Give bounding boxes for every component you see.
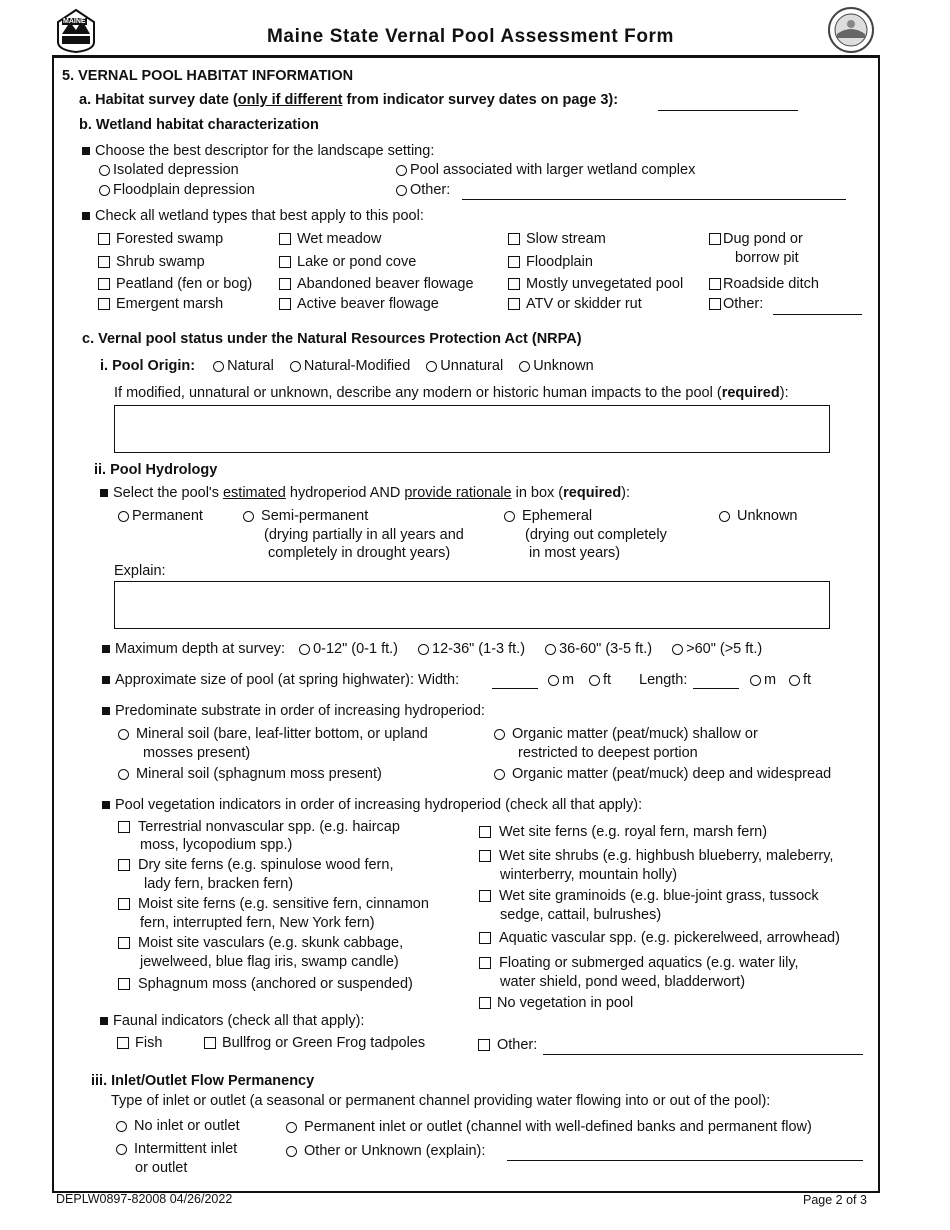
checkbox[interactable] xyxy=(478,1039,490,1051)
checkbox[interactable] xyxy=(117,1037,129,1049)
radio-icon[interactable] xyxy=(213,361,224,372)
landscape-other-input[interactable] xyxy=(462,199,846,200)
checkbox[interactable] xyxy=(98,298,110,310)
checkbox[interactable] xyxy=(479,957,491,969)
inlet-none[interactable]: No inlet or outlet xyxy=(116,1118,240,1134)
checkbox[interactable] xyxy=(508,298,520,310)
substrate-prompt: Predominate substrate in order of increasing hydroperiod: xyxy=(102,703,485,719)
depth-12-36[interactable]: 12-36" (1-3 ft.) xyxy=(418,641,525,657)
veg-dry-site-ferns-line2: lady fern, bracken fern) xyxy=(144,876,294,892)
pool-origin-label: i. Pool Origin: xyxy=(100,358,196,374)
substrate-mineral-sphagnum[interactable]: Mineral soil (sphagnum moss present) xyxy=(118,766,382,782)
inlet-other-input[interactable] xyxy=(507,1160,863,1161)
checkbox[interactable] xyxy=(118,898,130,910)
depth-0-12[interactable]: 0-12" (0-1 ft.) xyxy=(299,641,398,657)
hydro-semi-desc-2: completely in drought years) xyxy=(268,545,451,561)
checkbox[interactable] xyxy=(709,233,721,245)
veg-dry-site-ferns[interactable]: Dry site ferns (e.g. spinulose wood fern, xyxy=(118,857,393,873)
human-impacts-prompt: If modified, unnatural or unknown, describe any modern or historic human impacts to the pool (required): xyxy=(114,385,789,401)
veg-aquatic-vascular[interactable]: Aquatic vascular spp. (e.g. pickerelweed, arrowhead) xyxy=(479,930,840,946)
wetland-emergent-marsh[interactable]: Emergent marsh xyxy=(98,296,223,312)
wetland-wet-meadow[interactable]: Wet meadow xyxy=(279,231,381,247)
checkbox[interactable] xyxy=(709,298,721,310)
substrate-organic-deep[interactable]: Organic matter (peat/muck) deep and widespread xyxy=(494,766,831,782)
radio-icon[interactable] xyxy=(118,729,129,740)
wetland-atv-rut[interactable]: ATV or skidder rut xyxy=(508,296,642,312)
bullet-icon xyxy=(82,212,90,220)
hydro-unknown[interactable]: Unknown xyxy=(719,508,797,524)
wetland-forested-swamp[interactable]: Forested swamp xyxy=(98,231,223,247)
checkbox[interactable] xyxy=(279,298,291,310)
radio-icon[interactable] xyxy=(589,675,600,686)
human-impacts-textbox[interactable] xyxy=(114,405,830,453)
radio-icon[interactable] xyxy=(290,361,301,372)
hydro-semi-desc-1: (drying partially in all years and xyxy=(264,527,464,543)
checkbox[interactable] xyxy=(279,233,291,245)
bullet-icon xyxy=(102,801,110,809)
length-label: Length: xyxy=(639,672,688,688)
radio-icon[interactable] xyxy=(750,675,761,686)
length-unit-m[interactable]: m xyxy=(750,672,776,688)
veg-wet-site-ferns[interactable]: Wet site ferns (e.g. royal fern, marsh fern) xyxy=(479,824,767,840)
veg-moist-site-ferns-line2: fern, interrupted fern, New York fern) xyxy=(140,915,375,931)
width-unit-ft[interactable]: ft xyxy=(589,672,611,688)
radio-icon[interactable] xyxy=(396,165,407,176)
pool-origin-row xyxy=(100,358,594,374)
veg-wet-site-graminoids-line2: sedge, cattail, bulrushes) xyxy=(500,907,662,923)
maine-logo-text: MAINE xyxy=(63,18,86,25)
wetland-other-input[interactable] xyxy=(773,314,862,315)
veg-no-vegetation[interactable]: No vegetation in pool xyxy=(479,995,633,1011)
checkbox[interactable] xyxy=(508,256,520,268)
hydro-ephemeral[interactable]: Ephemeral xyxy=(504,508,592,524)
wetland-slow-stream[interactable]: Slow stream xyxy=(508,231,606,247)
inlet-outlet-prompt: Type of inlet or outlet (a seasonal or permanent channel providing water flowing into or out of the pool): xyxy=(111,1093,771,1109)
checkbox[interactable] xyxy=(118,937,130,949)
origin-unnatural[interactable]: Unnatural xyxy=(426,358,503,374)
checkbox[interactable] xyxy=(98,256,110,268)
radio-icon[interactable] xyxy=(99,185,110,196)
landscape-option-other[interactable]: Other: xyxy=(396,182,450,198)
checkbox[interactable] xyxy=(479,932,491,944)
hydrology-heading: ii. Pool Hydrology xyxy=(94,462,218,478)
radio-icon[interactable] xyxy=(299,644,310,655)
faunal-prompt: Faunal indicators (check all that apply): xyxy=(100,1013,364,1029)
veg-floating-submerged-line2: water shield, pond weed, bladderwort) xyxy=(500,974,746,990)
length-unit-ft[interactable]: ft xyxy=(789,672,811,688)
faunal-other-input[interactable] xyxy=(543,1054,863,1055)
page-number: Page 2 of 3 xyxy=(803,1193,867,1207)
landscape-prompt: Choose the best descriptor for the landscape setting: xyxy=(82,143,434,159)
nrpa-heading: c. Vernal pool status under the Natural Resources Protection Act (NRPA) xyxy=(82,331,582,347)
radio-icon[interactable] xyxy=(243,511,254,522)
landscape-option-wetland-complex[interactable]: Pool associated with larger wetland complex xyxy=(396,162,695,178)
faunal-tadpoles[interactable]: Bullfrog or Green Frog tadpoles xyxy=(204,1035,425,1051)
wetland-dug-pond-line2: borrow pit xyxy=(735,250,799,266)
substrate-organic-shallow-line2: restricted to deepest portion xyxy=(518,745,698,761)
inlet-permanent[interactable]: Permanent inlet or outlet (channel with well-defined banks and permanent flow) xyxy=(286,1119,812,1135)
veg-terrestrial-nonvascular-line2: moss, lycopodium spp.) xyxy=(140,837,293,853)
hydro-eph-desc-1: (drying out completely xyxy=(525,527,667,543)
vegetation-prompt: Pool vegetation indicators in order of increasing hydroperiod (check all that apply): xyxy=(102,797,642,813)
bullet-icon xyxy=(82,147,90,155)
radio-icon[interactable] xyxy=(116,1144,127,1155)
substrate-mineral-bare[interactable]: Mineral soil (bare, leaf-litter bottom, or upland xyxy=(118,726,428,742)
veg-wet-site-graminoids[interactable]: Wet site graminoids (e.g. blue-joint grass, tussock xyxy=(479,888,819,904)
bullet-icon xyxy=(100,1017,108,1025)
veg-sphagnum-moss[interactable]: Sphagnum moss (anchored or suspended) xyxy=(118,976,413,992)
habitat-survey-date-input[interactable] xyxy=(658,110,798,111)
depth-over-60[interactable]: >60" (>5 ft.) xyxy=(672,641,762,657)
radio-icon[interactable] xyxy=(99,165,110,176)
radio-icon[interactable] xyxy=(672,644,683,655)
substrate-organic-shallow[interactable]: Organic matter (peat/muck) shallow or xyxy=(494,726,758,742)
checkbox[interactable] xyxy=(279,256,291,268)
radio-icon[interactable] xyxy=(396,185,407,196)
wetland-dug-pond[interactable]: Dug pond or xyxy=(709,231,803,247)
habitat-survey-date-label: a. Habitat survey date (only if different from indicator survey dates on page 3): xyxy=(79,92,619,108)
radio-icon[interactable] xyxy=(504,511,515,522)
wetland-active-beaver[interactable]: Active beaver flowage xyxy=(279,296,439,312)
dep-seal-logo xyxy=(827,6,875,54)
radio-icon[interactable] xyxy=(789,675,800,686)
wetland-characterization-heading: b. Wetland habitat characterization xyxy=(79,117,319,133)
landscape-option-isolated[interactable]: Isolated depression xyxy=(99,162,239,178)
checkbox[interactable] xyxy=(98,278,110,290)
size-label: Approximate size of pool (at spring highwater): Width: xyxy=(102,672,459,688)
substrate-mineral-bare-line2: mosses present) xyxy=(143,745,251,761)
wetland-other[interactable]: Other: xyxy=(709,296,763,312)
radio-icon[interactable] xyxy=(545,644,556,655)
wetland-abandoned-beaver[interactable]: Abandoned beaver flowage xyxy=(279,276,474,292)
radio-icon[interactable] xyxy=(418,644,429,655)
checkbox[interactable] xyxy=(118,859,130,871)
section-heading: 5. VERNAL POOL HABITAT INFORMATION xyxy=(62,68,354,84)
origin-unknown[interactable]: Unknown xyxy=(519,358,593,374)
hydroperiod-prompt: Select the pool's estimated hydroperiod AND provide rationale in box (required): xyxy=(100,485,630,501)
wetland-types-prompt: Check all wetland types that best apply to this pool: xyxy=(82,208,424,224)
landscape-option-floodplain[interactable]: Floodplain depression xyxy=(99,182,255,198)
bullet-icon xyxy=(102,707,110,715)
origin-natural[interactable]: Natural xyxy=(213,358,274,374)
depth-36-60[interactable]: 36-60" (3-5 ft.) xyxy=(545,641,652,657)
radio-icon[interactable] xyxy=(118,769,129,780)
radio-icon[interactable] xyxy=(519,361,530,372)
checkbox[interactable] xyxy=(479,997,491,1009)
faunal-fish[interactable]: Fish xyxy=(117,1035,162,1051)
inlet-intermittent-line2: or outlet xyxy=(135,1160,188,1176)
veg-moist-site-vasculars[interactable]: Moist site vasculars (e.g. skunk cabbage, xyxy=(118,935,403,951)
bullet-icon xyxy=(100,489,108,497)
faunal-other[interactable]: Other: xyxy=(478,1037,537,1053)
checkbox[interactable] xyxy=(479,850,491,862)
veg-moist-site-vasculars-line2: jewelweed, blue flag iris, swamp candle) xyxy=(140,954,399,970)
wetland-unvegetated-pool[interactable]: Mostly unvegetated pool xyxy=(508,276,683,292)
radio-icon[interactable] xyxy=(548,675,559,686)
checkbox[interactable] xyxy=(508,278,520,290)
radio-icon[interactable] xyxy=(426,361,437,372)
inlet-intermittent[interactable]: Intermittent inlet xyxy=(116,1141,237,1157)
hydro-eph-desc-2: in most years) xyxy=(529,545,621,561)
wetland-roadside-ditch[interactable]: Roadside ditch xyxy=(709,276,819,292)
origin-natural-modified[interactable]: Natural-Modified xyxy=(290,358,410,374)
veg-moist-site-ferns[interactable]: Moist site ferns (e.g. sensitive fern, cinnamon xyxy=(118,896,429,912)
checkbox[interactable] xyxy=(479,890,491,902)
veg-wet-site-shrubs[interactable]: Wet site shrubs (e.g. highbush blueberry, maleberry, xyxy=(479,848,833,864)
wetland-floodplain[interactable]: Floodplain xyxy=(508,254,593,270)
hydro-permanent[interactable]: Permanent xyxy=(118,508,203,524)
veg-terrestrial-nonvascular[interactable]: Terrestrial nonvascular spp. (e.g. haircap xyxy=(118,819,400,835)
inlet-outlet-heading: iii. Inlet/Outlet Flow Permanency xyxy=(91,1073,315,1089)
radio-icon[interactable] xyxy=(494,769,505,780)
veg-wet-site-shrubs-line2: winterberry, mountain holly) xyxy=(500,867,678,883)
length-input[interactable] xyxy=(693,688,739,689)
checkbox[interactable] xyxy=(479,826,491,838)
checkbox[interactable] xyxy=(279,278,291,290)
width-unit-m[interactable]: m xyxy=(548,672,574,688)
wetland-peatland[interactable]: Peatland (fen or bog) xyxy=(98,276,252,292)
checkbox[interactable] xyxy=(709,278,721,290)
checkbox[interactable] xyxy=(118,978,130,990)
explain-textbox[interactable] xyxy=(114,581,830,629)
radio-icon[interactable] xyxy=(494,729,505,740)
page-title: Maine State Vernal Pool Assessment Form xyxy=(267,26,675,47)
checkbox[interactable] xyxy=(118,821,130,833)
radio-icon[interactable] xyxy=(116,1121,127,1132)
explain-label: Explain: xyxy=(114,563,166,579)
bullet-icon xyxy=(102,645,110,653)
depth-row: Maximum depth at survey: 0-12" (0-1 ft.) 12-36" (1-3 ft.) 36-60" (3-5 ft.) >60" (>5 ft.) xyxy=(102,641,762,657)
bullet-icon xyxy=(102,676,110,684)
maine-seal-logo xyxy=(54,8,98,54)
checkbox[interactable] xyxy=(98,233,110,245)
radio-icon[interactable] xyxy=(286,1122,297,1133)
radio-icon[interactable] xyxy=(719,511,730,522)
form-id: DEPLW0897-82008 04/26/2022 xyxy=(56,1192,233,1206)
width-input[interactable] xyxy=(492,688,538,689)
inlet-other-unknown[interactable]: Other or Unknown (explain): xyxy=(286,1143,485,1159)
radio-icon[interactable] xyxy=(118,511,129,522)
hydro-semi-permanent[interactable]: Semi-permanent xyxy=(243,508,368,524)
veg-floating-submerged[interactable]: Floating or submerged aquatics (e.g. water lily, xyxy=(479,955,799,971)
checkbox[interactable] xyxy=(204,1037,216,1049)
checkbox[interactable] xyxy=(508,233,520,245)
wetland-shrub-swamp[interactable]: Shrub swamp xyxy=(98,254,205,270)
wetland-lake-pond-cove[interactable]: Lake or pond cove xyxy=(279,254,416,270)
radio-icon[interactable] xyxy=(286,1146,297,1157)
